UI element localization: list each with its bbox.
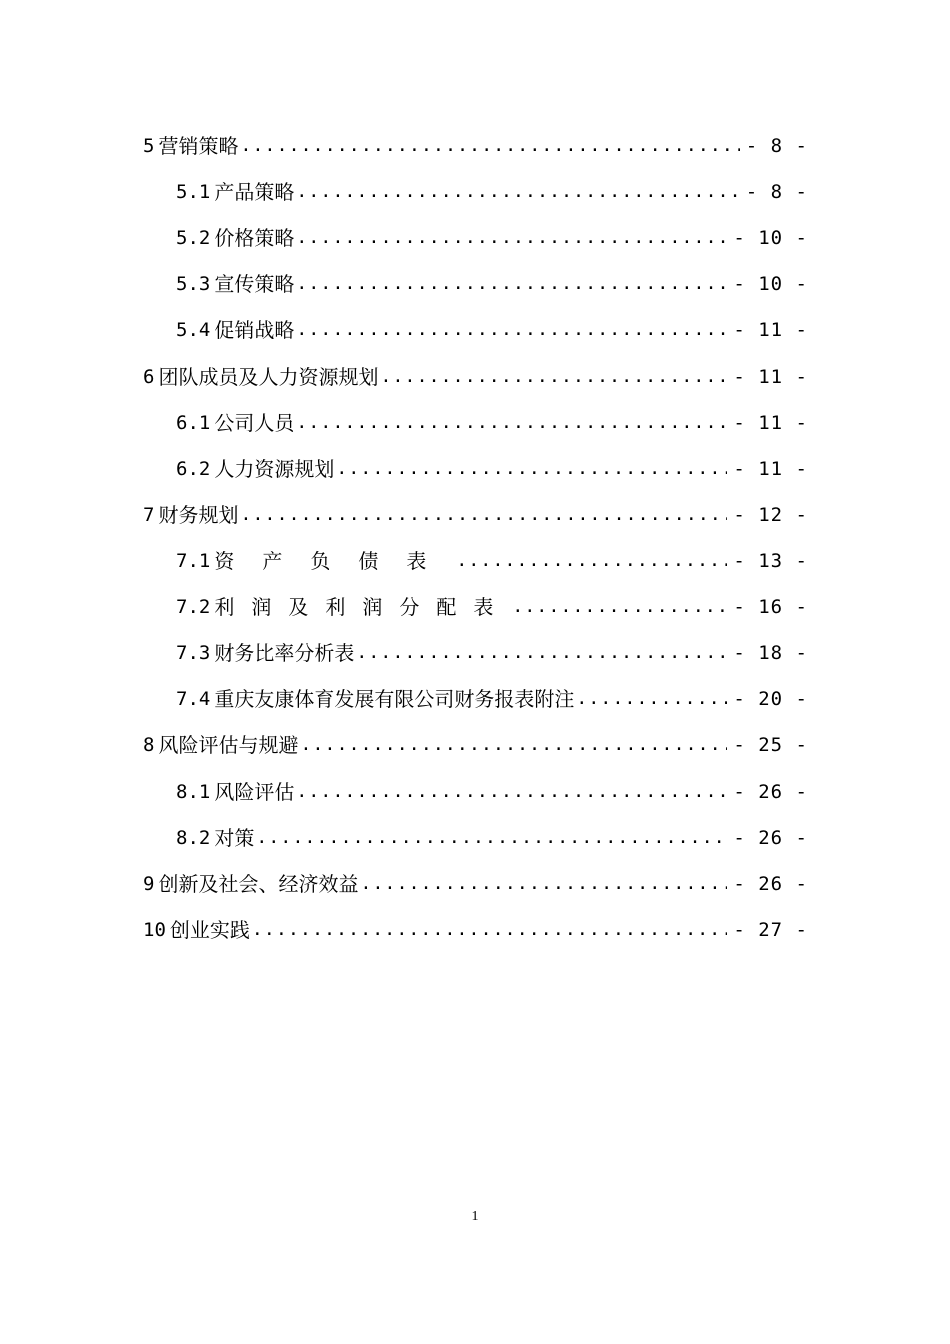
- toc-entry-number: 6: [143, 366, 155, 388]
- toc-entry-page: - 10 -: [733, 273, 808, 295]
- toc-entry-page: - 13 -: [733, 550, 808, 572]
- toc-entry-page: - 16 -: [733, 596, 808, 618]
- toc-entry-title: 重庆友康体育发展有限公司财务报表附注: [214, 687, 575, 711]
- toc-entry-5-4[interactable]: [176, 315, 808, 345]
- toc-entry-number: 5.1: [176, 181, 211, 203]
- toc-entry-6-2[interactable]: [176, 454, 808, 484]
- toc-entry-number: 7.4: [176, 688, 211, 710]
- toc-entry-number: 5.4: [176, 319, 211, 341]
- toc-entry-9[interactable]: [143, 869, 808, 899]
- toc-entry-number: 9: [143, 873, 155, 895]
- toc-entry-title: 资产负债表: [214, 549, 455, 573]
- toc-dot-leader: [296, 177, 739, 207]
- toc-entry-6[interactable]: [143, 362, 808, 392]
- toc-entry-page: - 11 -: [733, 366, 808, 388]
- toc-entry-page: - 8 -: [745, 135, 808, 157]
- toc-entry-number: 7.2: [176, 596, 211, 618]
- toc-entry-number: 8.1: [176, 781, 211, 803]
- toc-entry-page: - 26 -: [733, 827, 808, 849]
- toc-entry-7-3[interactable]: [176, 638, 808, 668]
- toc-entry-7[interactable]: [143, 500, 808, 530]
- toc-entry-title: 财务比率分析表: [214, 641, 355, 665]
- toc-entry-number: 6.2: [176, 458, 211, 480]
- toc-entry-title: 营销策略: [158, 134, 239, 158]
- toc-entry-title: 风险评估: [214, 780, 295, 804]
- toc-entry-page: - 18 -: [733, 642, 808, 664]
- toc-dot-leader: [360, 869, 727, 899]
- toc-entry-page: - 12 -: [733, 504, 808, 526]
- toc-entry-10[interactable]: [143, 915, 808, 945]
- toc-entry-number: 7: [143, 504, 155, 526]
- toc-entry-title: 人力资源规划: [214, 457, 335, 481]
- toc-entry-number: 7.3: [176, 642, 211, 664]
- toc-dot-leader: [576, 684, 727, 714]
- toc-entry-number: 8.2: [176, 827, 211, 849]
- toc-entry-7-1[interactable]: [176, 546, 808, 576]
- toc-entry-page: - 25 -: [733, 734, 808, 756]
- toc-entry-number: 10: [143, 919, 166, 941]
- toc-dot-leader: [252, 915, 727, 945]
- toc-entry-page: - 27 -: [733, 919, 808, 941]
- toc-entry-page: - 11 -: [733, 458, 808, 480]
- toc-entry-page: - 10 -: [733, 227, 808, 249]
- toc-entry-title: 创业实践: [169, 918, 250, 942]
- toc-dot-leader: [296, 408, 727, 438]
- toc-entry-page: - 26 -: [733, 781, 808, 803]
- toc-entry-5-1[interactable]: [176, 177, 808, 207]
- toc-entry-number: 8: [143, 734, 155, 756]
- toc-dot-leader: [336, 454, 727, 484]
- toc-entry-page: - 26 -: [733, 873, 808, 895]
- toc-dot-leader: [296, 269, 727, 299]
- toc-entry-5[interactable]: [143, 131, 808, 161]
- toc-entry-6-1[interactable]: [176, 408, 808, 438]
- toc-entry-page: - 11 -: [733, 412, 808, 434]
- toc-dot-leader: [456, 546, 727, 576]
- toc-dot-leader: [356, 638, 727, 668]
- toc-entry-title: 价格策略: [214, 226, 295, 250]
- toc-entry-8-2[interactable]: [176, 823, 808, 853]
- toc-entry-number: 5: [143, 135, 155, 157]
- toc-entry-title: 公司人员: [214, 411, 295, 435]
- page-number: 1: [471, 1209, 479, 1224]
- toc-entry-number: 7.1: [176, 550, 211, 572]
- toc-entry-title: 利润及利润分配表: [214, 595, 511, 619]
- toc-entry-page: - 8 -: [745, 181, 808, 203]
- toc-dot-leader: [296, 315, 727, 345]
- toc-entry-5-3[interactable]: [176, 269, 808, 299]
- toc-dot-leader: [296, 777, 727, 807]
- toc-entry-page: - 20 -: [733, 688, 808, 710]
- toc-entry-title: 财务规划: [158, 503, 239, 527]
- toc-entry-number: 6.1: [176, 412, 211, 434]
- toc-dot-leader: [240, 500, 727, 530]
- toc-entry-8[interactable]: [143, 730, 808, 760]
- toc-entry-title: 产品策略: [214, 180, 295, 204]
- toc-dot-leader: [380, 362, 727, 392]
- toc-entry-title: 对策: [214, 826, 255, 850]
- toc-dot-leader: [512, 592, 727, 622]
- toc-dot-leader: [256, 823, 727, 853]
- toc-entry-5-2[interactable]: [176, 223, 808, 253]
- toc-entry-7-2[interactable]: [176, 592, 808, 622]
- toc-dot-leader: [300, 730, 727, 760]
- toc-entry-title: 促销战略: [214, 318, 295, 342]
- toc-entry-7-4[interactable]: [176, 684, 808, 714]
- toc-entry-8-1[interactable]: [176, 777, 808, 807]
- toc-dot-leader: [240, 131, 739, 161]
- toc-entry-title: 风险评估与规避: [158, 733, 299, 757]
- toc-entry-number: 5.2: [176, 227, 211, 249]
- toc-entry-title: 宣传策略: [214, 272, 295, 296]
- toc-entry-title: 创新及社会、经济效益: [158, 872, 359, 896]
- toc-entry-title: 团队成员及人力资源规划: [158, 365, 379, 389]
- toc-entry-number: 5.3: [176, 273, 211, 295]
- toc-dot-leader: [296, 223, 727, 253]
- toc-entry-page: - 11 -: [733, 319, 808, 341]
